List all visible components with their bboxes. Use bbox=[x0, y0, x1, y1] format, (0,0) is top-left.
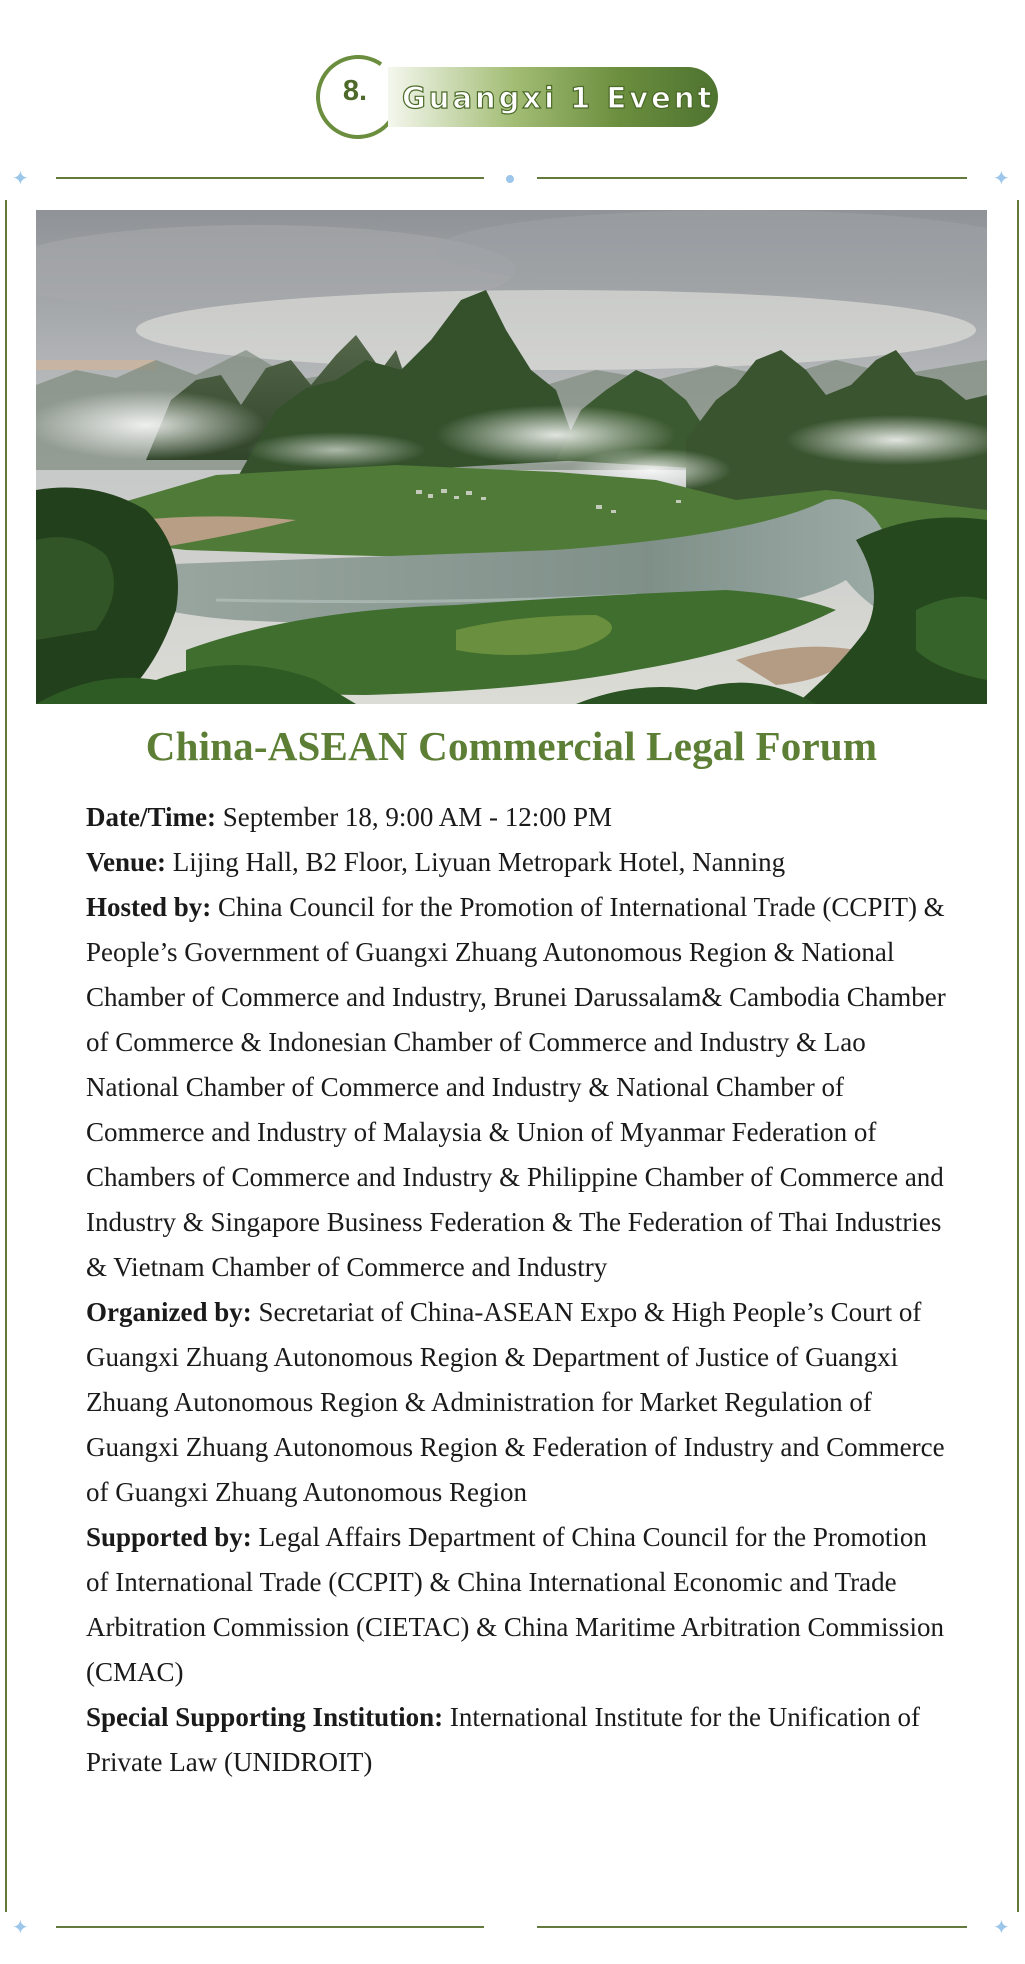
sparkle-icon: ✦ bbox=[993, 166, 1010, 190]
detail-value: International Institute for the Unification of Private Law (UNIDROIT) bbox=[86, 1702, 920, 1777]
detail-label: Supported by: bbox=[86, 1522, 252, 1552]
event-details bbox=[86, 795, 956, 1785]
detail-organized-by bbox=[86, 1290, 956, 1515]
detail-hosted-by bbox=[86, 885, 956, 1290]
section-badge bbox=[316, 55, 718, 145]
detail-datetime bbox=[86, 795, 956, 840]
event-title: China-ASEAN Commercial Legal Forum bbox=[145, 723, 878, 769]
sparkle-icon: ✦ bbox=[993, 1915, 1010, 1939]
frame-left-edge bbox=[5, 200, 7, 1912]
landscape-photo bbox=[36, 210, 987, 704]
detail-venue bbox=[86, 840, 956, 885]
detail-label: Organized by: bbox=[86, 1297, 252, 1327]
detail-value: Secretariat of China-ASEAN Expo & High People’s Court of Guangxi Zhuang Autonomous Region & Department of Justice of Guangxi Zhuang Autonomous Region & Administration for Market Regulation of Guangxi Zhuang Autonomous Region & Federation of Industry and Commerce of Guangxi Zhuang Autonomous Region bbox=[86, 1297, 945, 1507]
frame-right-edge bbox=[1017, 200, 1019, 1912]
top-divider-right bbox=[537, 177, 967, 179]
detail-value: China Council for the Promotion of International Trade (CCPIT) & People’s Government of Guangxi Zhuang Autonomous Region & National Chamber of Commerce and Industry, Brunei Darussalam& Cambodia Chamber of Commerce & Indonesian Chamber of Commerce and Industry & Lao National Chamber of Commerce and Industry & National Chamber of Commerce and Industry of Malaysia & Union of Myanmar Federation of Chambers of Commerce and Industry & Philippine Chamber of Commerce and Industry & Singapore Business Federation & The Federation of Thai Industries & Vietnam Chamber of Commerce and Industry bbox=[86, 892, 946, 1282]
detail-label: Date/Time: bbox=[86, 802, 216, 832]
detail-label: Venue: bbox=[86, 847, 167, 877]
top-divider-dot bbox=[506, 175, 514, 183]
detail-value: Lijing Hall, B2 Floor, Liyuan Metropark Hotel, Nanning bbox=[172, 847, 786, 877]
detail-value: September 18, 9:00 AM - 12:00 PM bbox=[222, 802, 612, 832]
top-divider-left bbox=[56, 177, 484, 179]
bottom-divider-left bbox=[56, 1926, 484, 1928]
bottom-divider-right bbox=[537, 1926, 967, 1928]
section-number: 8. bbox=[342, 75, 368, 107]
sparkle-icon: ✦ bbox=[12, 166, 29, 190]
detail-label: Hosted by: bbox=[86, 892, 212, 922]
detail-label: Special Supporting Institution: bbox=[86, 1702, 444, 1732]
detail-supported-by bbox=[86, 1515, 956, 1695]
detail-special-supporting-institution bbox=[86, 1695, 956, 1785]
sparkle-icon: ✦ bbox=[12, 1915, 29, 1939]
detail-value: Legal Affairs Department of China Council for the Promotion of International Trade (CCPIT) & China International Economic and Trade Arbitration Commission (CIETAC) & China Maritime Arbitration Commission (CMAC) bbox=[86, 1522, 945, 1687]
section-label: Guangxi 1 Event bbox=[402, 81, 715, 115]
